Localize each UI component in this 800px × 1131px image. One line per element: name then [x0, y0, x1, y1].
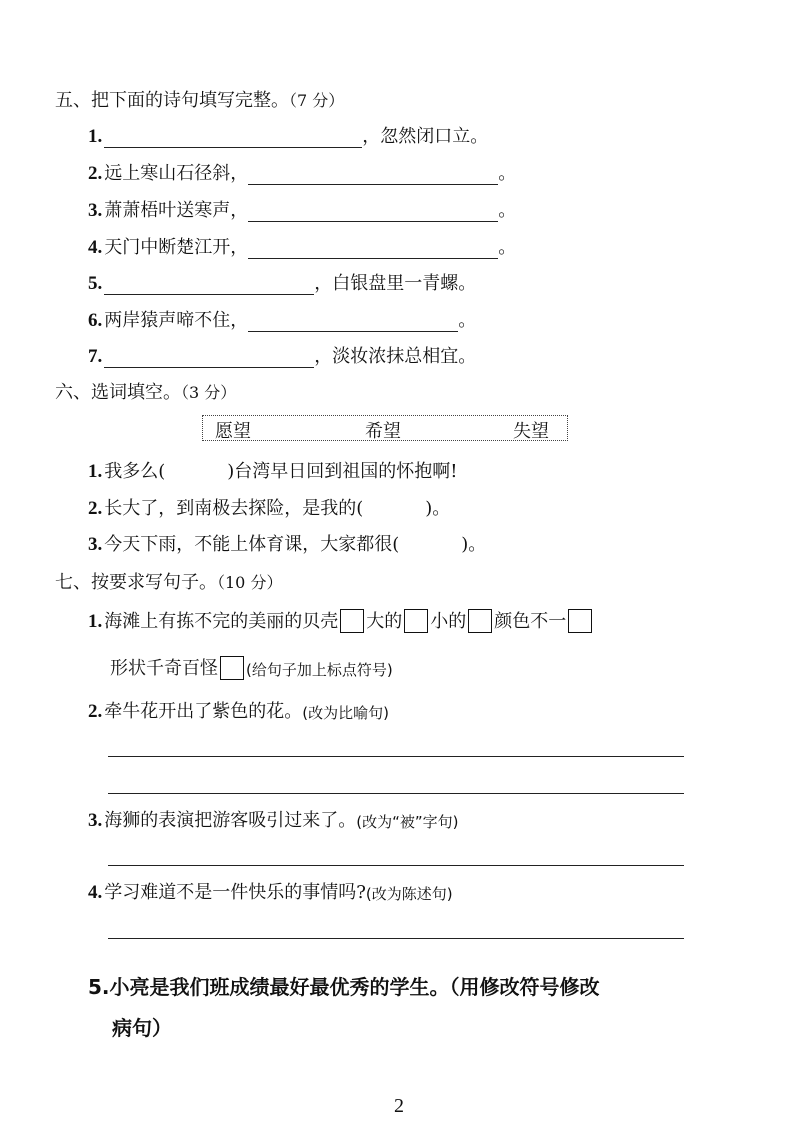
punctuation-box[interactable]: [340, 609, 364, 633]
poem-item-3: [88, 196, 516, 222]
poem-blank-3[interactable]: [248, 201, 498, 222]
item-number: 2.: [88, 701, 103, 722]
sentence-text: 海滩上有拣不完的美丽的贝壳: [104, 611, 339, 632]
poem-blank-6[interactable]: [248, 311, 458, 332]
item-number: 3.: [88, 200, 103, 221]
fill-text: 长大了，到南极去探险，是我的(: [104, 498, 364, 519]
answer-line[interactable]: [108, 756, 684, 757]
fill-text: 今天下雨，不能上体育课，大家都很(: [104, 534, 400, 555]
poem-item-1: [88, 122, 488, 148]
item-number: 2.: [88, 498, 103, 519]
poem-blank-7[interactable]: [104, 347, 314, 368]
poem-item-7: [88, 342, 476, 368]
sentence-text: 病句）: [112, 1016, 172, 1040]
sentence-text: 小亮是我们班成绩最好最优秀的学生。（用修改符号修改: [109, 975, 600, 999]
fill-text: 我多么(: [104, 461, 166, 482]
sentence-text: 牵牛花开出了紫色的花。: [104, 701, 303, 722]
item-number: 5.: [88, 975, 110, 999]
poem-item-6: [88, 306, 476, 332]
fill-item-2: [88, 494, 450, 520]
item-number: 5.: [88, 273, 103, 294]
sentence-item-4: [88, 878, 453, 904]
sentence-text: 海狮的表演把游客吸引过来了。: [104, 810, 357, 831]
sentence-text: 颜色不一: [494, 611, 567, 632]
poem-blank-1[interactable]: [104, 127, 362, 148]
section-6-title-text: 六、选词填空。: [55, 382, 181, 403]
section-5-points: （7 分）: [289, 91, 345, 110]
poem-text: 。: [498, 163, 517, 184]
fill-item-3: [88, 530, 486, 556]
item-number: 1.: [88, 611, 103, 632]
sentence-item-5-line-2: [112, 1012, 172, 1041]
sentence-text: 小的: [430, 611, 467, 632]
poem-text: 远上寒山石径斜，: [104, 163, 249, 184]
poem-item-5: [88, 269, 476, 295]
sentence-item-1-line-2: [110, 654, 393, 680]
fill-item-1: [88, 457, 458, 483]
sentence-text: 大的: [366, 611, 403, 632]
item-number: 4.: [88, 882, 103, 903]
punctuation-box[interactable]: [568, 609, 592, 633]
poem-text: 萧萧梧叶送寒声，: [104, 200, 249, 221]
answer-line[interactable]: [108, 938, 684, 939]
word-option: 希望: [365, 421, 401, 442]
answer-line[interactable]: [108, 865, 684, 866]
poem-item-4: [88, 233, 516, 259]
poem-text: 。: [498, 200, 517, 221]
poem-text: 天门中断楚江开，: [104, 237, 249, 258]
word-choice-box: [202, 415, 568, 441]
poem-blank-5[interactable]: [104, 274, 314, 295]
section-6-points: （3 分）: [181, 383, 237, 402]
poem-text: 。: [498, 237, 517, 258]
fill-text: )台湾早日回到祖国的怀抱啊!: [227, 461, 458, 482]
sentence-item-5: [88, 971, 600, 1000]
poem-text: ，忽然闭口立。: [362, 126, 489, 147]
sentence-item-2: [88, 697, 389, 723]
section-7-points: （10 分）: [217, 573, 283, 592]
section-5-title-text: 五、把下面的诗句填写完整。: [55, 90, 289, 111]
section-7-title-text: 七、按要求写句子。: [55, 572, 217, 593]
item-number: 7.: [88, 346, 103, 367]
punctuation-box[interactable]: [220, 656, 244, 680]
poem-text: ，淡妆浓抹总相宜。: [314, 346, 477, 367]
item-number: 6.: [88, 310, 103, 331]
fill-text: )。: [425, 498, 451, 519]
instruction-note: (给句子加上标点符号): [246, 661, 393, 679]
section-7-title: [55, 568, 282, 594]
poem-blank-4[interactable]: [248, 238, 498, 259]
sentence-text: 形状千奇百怪: [110, 658, 218, 679]
word-option: 失望: [513, 421, 549, 442]
item-number: 2.: [88, 163, 103, 184]
instruction-note: (改为陈述句): [365, 885, 453, 903]
poem-item-2: [88, 159, 516, 185]
poem-text: 。: [458, 310, 477, 331]
punctuation-box[interactable]: [468, 609, 492, 633]
sentence-item-3: [88, 806, 459, 832]
instruction-note: (改为比喻句): [302, 704, 389, 722]
poem-text: 两岸猿声啼不住，: [104, 310, 249, 331]
section-5-title: [55, 86, 344, 112]
section-6-title: [55, 378, 236, 404]
punctuation-box[interactable]: [404, 609, 428, 633]
item-number: 1.: [88, 461, 103, 482]
word-option: 愿望: [215, 421, 251, 442]
answer-line[interactable]: [108, 793, 684, 794]
poem-text: ，白银盘里一青螺。: [314, 273, 477, 294]
poem-blank-2[interactable]: [248, 164, 498, 185]
sentence-text: 学习难道不是一件快乐的事情吗?: [104, 882, 366, 903]
instruction-note: (改为“被”字句): [356, 813, 459, 831]
item-number: 3.: [88, 810, 103, 831]
item-number: 1.: [88, 126, 103, 147]
item-number: 3.: [88, 534, 103, 555]
page-number: 2: [394, 1095, 404, 1117]
sentence-item-1: [88, 607, 594, 633]
fill-text: )。: [461, 534, 487, 555]
item-number: 4.: [88, 237, 103, 258]
